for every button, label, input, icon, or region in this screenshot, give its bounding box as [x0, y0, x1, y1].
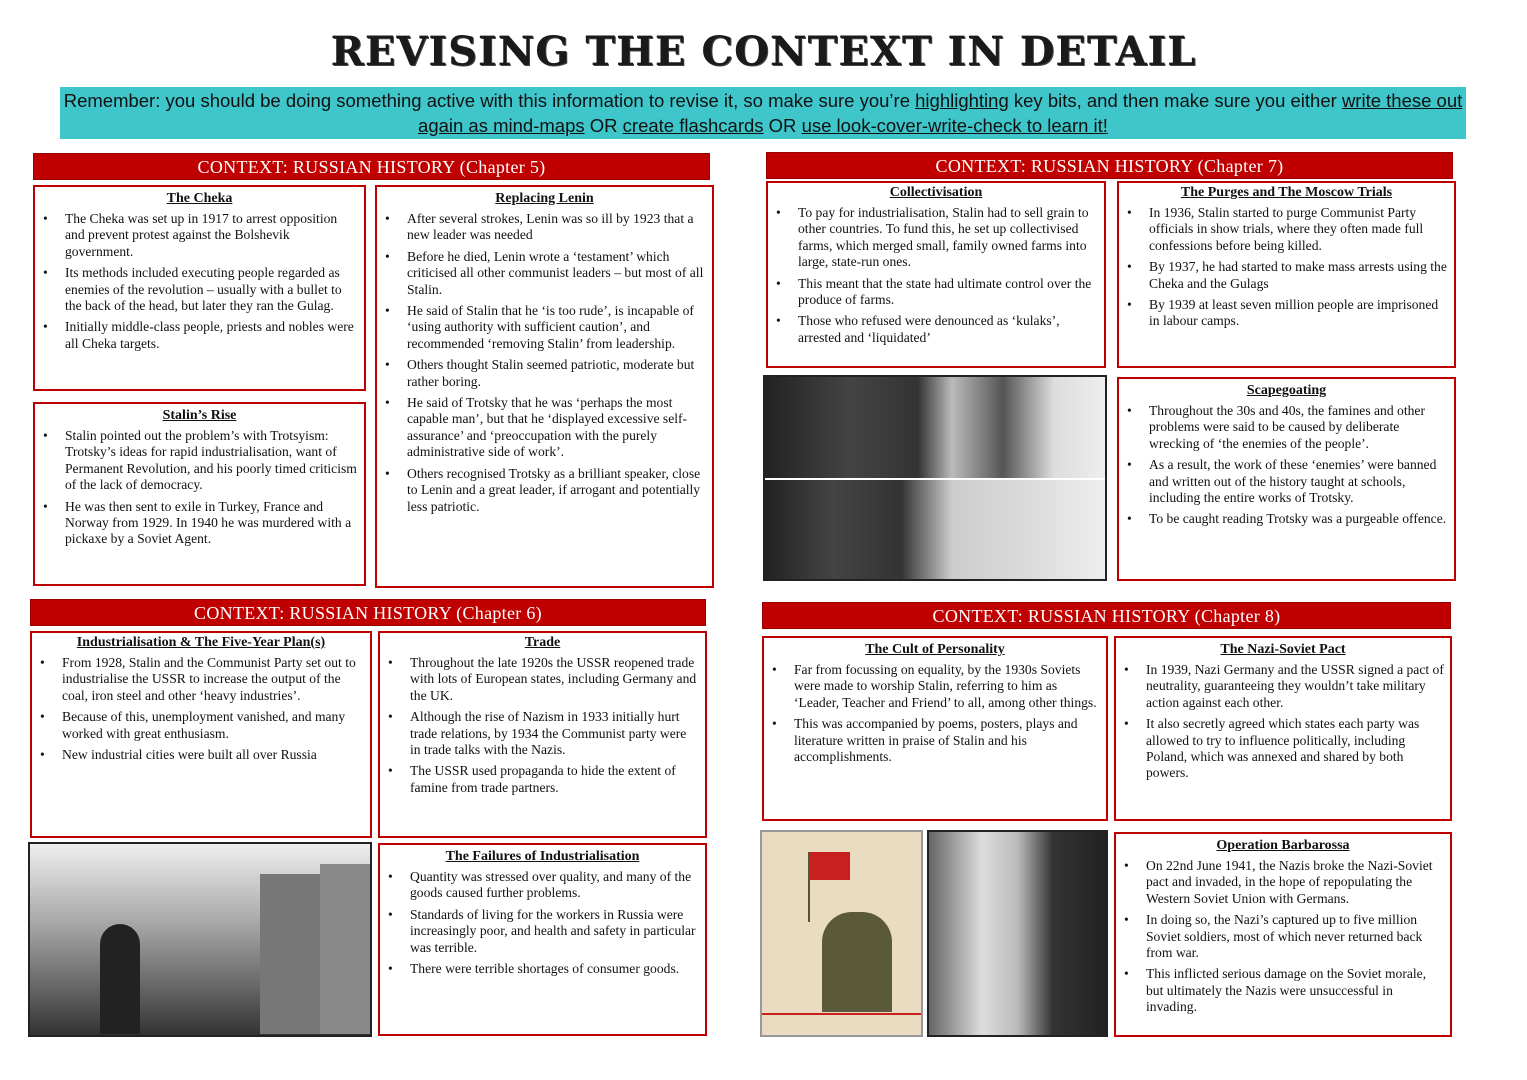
info-box-industrialisation-the-five-year-plan-s — [30, 631, 372, 838]
bullet-point: • By 1937, he had started to make mass arrests using the Cheka and the Gulags — [1125, 259, 1448, 292]
bullet-point: • Throughout the late 1920s the USSR reopened trade with lots of European states, including Germany and the UK. — [386, 655, 699, 704]
bullet-list — [774, 205, 1098, 346]
bullet-point: • Before he died, Lenin wrote a ‘testament’ which criticised all other communist leaders – but most of all Stalin. — [383, 249, 706, 298]
bullet-point: • Although the rise of Nazism in 1933 initially hurt trade relations, by 1934 the Communist party were in trade talks with the Nazis. — [386, 709, 699, 758]
bullet-list — [770, 662, 1100, 765]
banner-highlight-text: write these out again as mind-maps — [418, 90, 1463, 136]
bullet-point: • Others thought Stalin seemed patriotic, moderate but rather boring. — [383, 357, 706, 390]
bullet-point: • He said of Stalin that he ‘is too rude’, is incapable of ‘using authority with sufficient caution’, and recommended ‘removing Stalin’ from leadership. — [383, 303, 706, 352]
bullet-point: • He said of Trotsky that he was ‘perhaps the most capable man’, but that he ‘displayed excessive self-assurance’ and ‘preoccupation with the purely administrative side of work’. — [383, 395, 706, 461]
info-box-title: Scapegoating — [1246, 383, 1327, 398]
info-box-title: The Nazi-Soviet Pact — [1220, 642, 1346, 657]
bullet-point: • It also secretly agreed which states each party was allowed to try to influence politically, including Poland, which was annexed and shared by both powers. — [1122, 716, 1444, 782]
bullet-point: • Initially middle-class people, priests and nobles were all Cheka targets. — [41, 319, 358, 352]
industrial-worker-steelworks-photo — [28, 842, 372, 1037]
bullet-point: • Those who refused were denounced as ‘kulaks’, arrested and ‘liquidated’ — [774, 313, 1098, 346]
nazi-soviet-pact-handshake-photo — [927, 830, 1108, 1037]
bullet-point: • To be caught reading Trotsky was a purgeable offence. — [1125, 511, 1448, 527]
info-box-title: The Cheka — [166, 191, 233, 206]
chapter-7-header: CONTEXT: RUSSIAN HISTORY (Chapter 7) — [766, 152, 1453, 179]
bullet-list — [41, 428, 358, 548]
bullet-point: • On 22nd June 1941, the Nazis broke the Nazi-Soviet pact and invaded, in the hope of repopulating the Western Soviet Union with Germans. — [1122, 858, 1444, 907]
banner-text: OR — [763, 115, 802, 136]
bullet-point: • From 1928, Stalin and the Communist Party set out to industrialise the USSR to increase the output of the coal, iron steel and other ‘heavy industries’. — [38, 655, 364, 704]
bullet-list — [1122, 858, 1444, 1016]
bullet-list — [386, 655, 699, 796]
bullet-point: • As a result, the work of these ‘enemies’ were banned and written out of the history taught at schools, including the entire works of Trotsky. — [1125, 457, 1448, 506]
banner-text: key bits, and then make sure you either — [1008, 90, 1342, 111]
bullet-point: • In doing so, the Nazi’s captured up to five million Soviet soldiers, most of which never returned back from war. — [1122, 912, 1444, 961]
info-box-operation-barbarossa — [1114, 832, 1452, 1037]
info-box-the-cult-of-personality — [762, 636, 1108, 821]
bullet-point: • By 1939 at least seven million people are imprisoned in labour camps. — [1125, 297, 1448, 330]
bullet-point: • The USSR used propaganda to hide the extent of famine from trade partners. — [386, 763, 699, 796]
bullet-point: • He was then sent to exile in Turkey, France and Norway from 1929. In 1940 he was murdered with a pickaxe by a Soviet Agent. — [41, 499, 358, 548]
bullet-list — [383, 211, 706, 515]
bullet-list — [1125, 205, 1448, 330]
info-box-the-purges-and-the-moscow-trials — [1117, 181, 1456, 368]
bullet-point: • After several strokes, Lenin was so ill by 1923 that a new leader was needed — [383, 211, 706, 244]
info-box-title: The Cult of Personality — [865, 642, 1005, 657]
info-box-the-nazi-soviet-pact — [1114, 636, 1452, 821]
bullet-point: • Stalin pointed out the problem’s with Trotsyism: Trotsky’s ideas for rapid industrialisation, want of Permanent Revolution, and his poorly timed criticism of the lack of democracy. — [41, 428, 358, 494]
info-box-stalin-s-rise — [33, 402, 366, 586]
info-box-trade — [378, 631, 707, 838]
banner-text: Remember: you should be doing something active with this information to revise it, so make sure you’re — [63, 90, 916, 111]
info-box-title: Stalin’s Rise — [162, 408, 237, 423]
bullet-point: • The Cheka was set up in 1917 to arrest opposition and prevent protest against the Bolshevik government. — [41, 211, 358, 260]
bullet-point: • To pay for industrialisation, Stalin had to sell grain to other countries. To fund this, he set up collectivised farms, which merged small, family owned farms into large, state-run ones. — [774, 205, 1098, 271]
banner-text: OR — [584, 115, 623, 136]
revision-instructions-banner — [60, 87, 1466, 139]
info-box-title: Collectivisation — [889, 185, 983, 200]
bullet-point: • This meant that the state had ultimate control over the produce of farms. — [774, 276, 1098, 309]
bullet-list — [1122, 662, 1444, 782]
chapter-8-header: CONTEXT: RUSSIAN HISTORY (Chapter 8) — [762, 602, 1451, 629]
info-box-title: Trade — [524, 635, 561, 650]
bullet-point: • Because of this, unemployment vanished, and many worked with great enthusiasm. — [38, 709, 364, 742]
bullet-point: • Throughout the 30s and 40s, the famines and other problems were said to be caused by deliberate wrecking of ‘the enemies of the people’. — [1125, 403, 1448, 452]
bullet-list — [41, 211, 358, 352]
info-box-scapegoating — [1117, 377, 1456, 581]
banner-highlight-text: create flashcards — [622, 115, 764, 136]
bullet-point: • Its methods included executing people regarded as enemies of the revolution – usually with a bullet to the back of the head, but later they ran the Gulag. — [41, 265, 358, 314]
page-title: REVISING THE CONTEXT IN DETAIL — [330, 28, 1197, 75]
info-box-title: Replacing Lenin — [495, 191, 594, 206]
info-box-the-cheka — [33, 185, 366, 391]
bullet-list — [386, 869, 699, 977]
bullet-point: • There were terrible shortages of consumer goods. — [386, 961, 699, 977]
bullet-point: • Quantity was stressed over quality, and many of the goods caused further problems. — [386, 869, 699, 902]
chapter-6-header: CONTEXT: RUSSIAN HISTORY (Chapter 6) — [30, 599, 706, 626]
info-box-title: The Purges and The Moscow Trials — [1180, 185, 1393, 200]
bullet-list — [1125, 403, 1448, 528]
bullet-point: • In 1939, Nazi Germany and the USSR signed a pact of neutrality, guaranteeing they wouldn’t take military action against each other. — [1122, 662, 1444, 711]
bullet-point: • New industrial cities were built all over Russia — [38, 747, 364, 763]
bullet-point: • This was accompanied by poems, posters, plays and literature written in praise of Stalin and his accomplishments. — [770, 716, 1100, 765]
bullet-point: • Others recognised Trotsky as a brilliant speaker, close to Lenin and a great leader, if arrogant and potentially less patriotic. — [383, 466, 706, 515]
banner-highlight-text: use look-cover-write-check to learn it! — [801, 115, 1108, 136]
bullet-point: • Far from focussing on equality, by the 1930s Soviets were made to worship Stalin, referring to him as ‘Leader, Teacher and Friend’ to all, among other things. — [770, 662, 1100, 711]
chapter-5-header: CONTEXT: RUSSIAN HISTORY (Chapter 5) — [33, 153, 710, 180]
bullet-list — [38, 655, 364, 763]
bullet-point: • This inflicted serious damage on the Soviet morale, but ultimately the Nazis were unsuccessful in invading. — [1122, 966, 1444, 1015]
banner-highlight-text: highlighting — [915, 90, 1009, 111]
bullet-point: • In 1936, Stalin started to purge Communist Party officials in show trials, where they often made full confessions before being killed. — [1125, 205, 1448, 254]
info-box-title: Industrialisation & The Five-Year Plan(s) — [76, 635, 326, 650]
info-box-replacing-lenin — [375, 185, 714, 588]
info-box-collectivisation — [766, 181, 1106, 368]
stalin-river-photo-original-and-edited — [763, 375, 1107, 581]
stalin-propaganda-poster — [760, 830, 923, 1037]
bullet-point: • Standards of living for the workers in Russia were increasingly poor, and health and safety in particular was terrible. — [386, 907, 699, 956]
info-box-title: Operation Barbarossa — [1216, 838, 1350, 853]
info-box-the-failures-of-industrialisation — [378, 843, 707, 1036]
info-box-title: The Failures of Industrialisation — [445, 849, 640, 864]
